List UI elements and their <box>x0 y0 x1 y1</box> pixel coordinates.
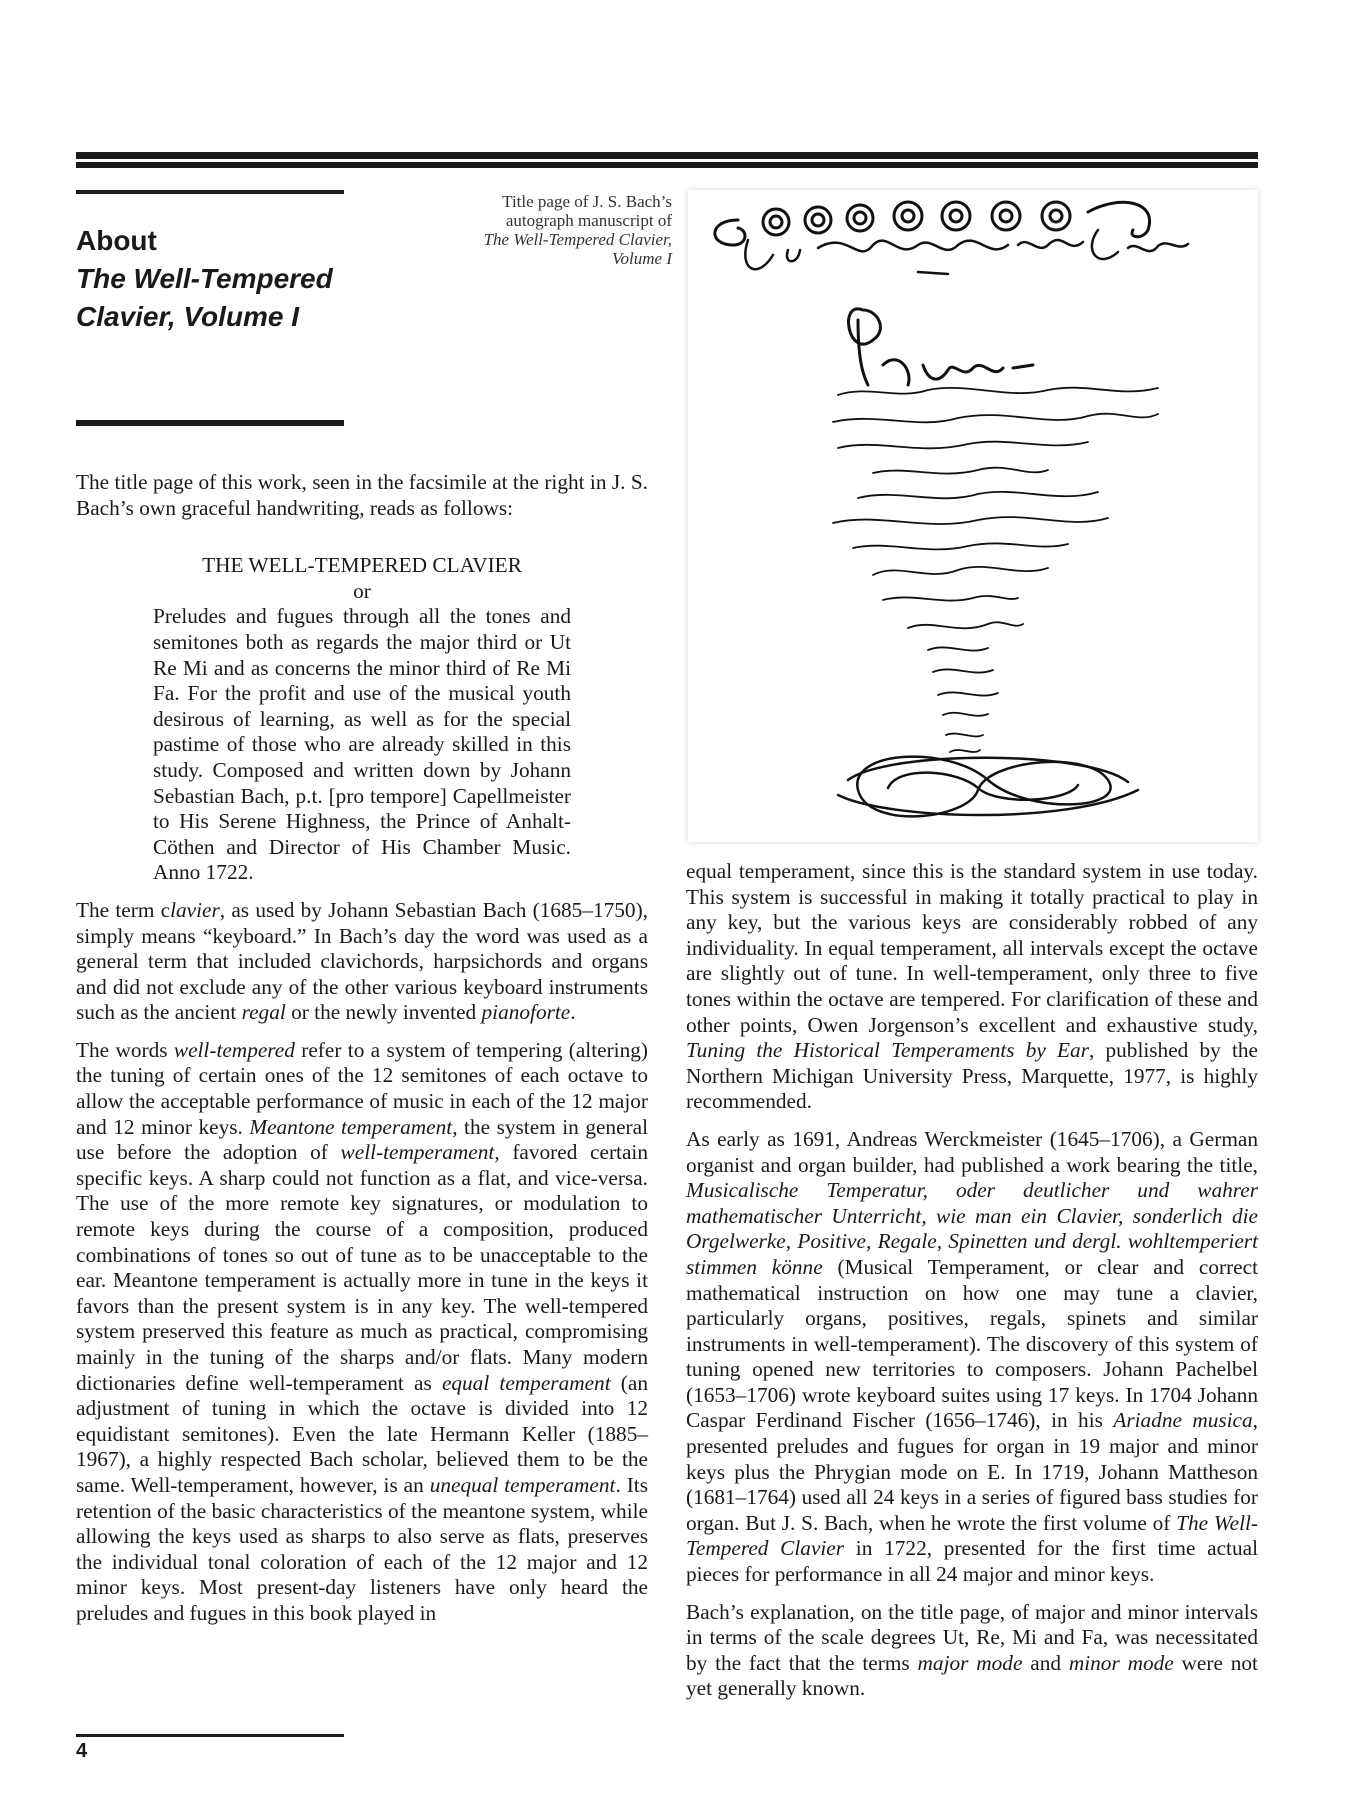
top-double-rule <box>76 152 1258 168</box>
work-title: THE WELL-TEMPERED CLAVIER <box>202 553 522 578</box>
right-column <box>686 859 1258 1714</box>
manuscript-drawing <box>688 190 1258 842</box>
top-rule-thin <box>76 162 1258 168</box>
manuscript-facsimile <box>688 190 1258 842</box>
page-number: 4 <box>76 1740 88 1762</box>
section-heading <box>76 222 406 336</box>
caption-line-2: autograph manuscript of <box>505 211 672 230</box>
caption-line-3: The Well-Tempered Clavier, <box>483 230 672 249</box>
heading-line-3: Clavier, Volume I <box>76 301 300 332</box>
caption-line-4: Volume I <box>612 249 672 268</box>
title-page-translation: Preludes and fugues through all the tones and semitones both as regards the major third or Ut Re Mi and as concerns the minor third of Re Mi Fa. For the profit and use of the musical youth desirous of learning, as well as for the special pastime of those who are already skilled in this study. Composed and written down by Johann Sebastian Bach, p.t. [pro tempore] Capellmeister to His Serene Highness, the Prince of Anhalt-Cöthen and Director of His Chamber Music. Anno 1722. <box>153 604 571 885</box>
script-body-lines <box>833 388 1158 752</box>
facsimile-caption <box>430 192 672 268</box>
equal-temperament-paragraph: equal temperament, since this is the standard system in use today. This system is successful in making it totally practical to play in any key, but the various keys are considerably robbed of any individuality. In equal temperament, all intervals except the octave are slightly out of tune. In well-temperament, only three to five tones within the octave are tempered. For clarification of these and other points, Owen Jorgenson’s excellent and exhaustive study, Tuning the Historical Temperaments by Ear, published by the Northern Michigan University Press, Marquette, 1977, is highly recommended. <box>686 859 1258 1114</box>
script-praeludia <box>849 309 1033 385</box>
script-title-line <box>745 230 1188 274</box>
top-flourishes <box>715 202 1150 245</box>
explanation-paragraph: Bach’s explanation, on the title page, of major and minor intervals in terms of the scale degrees Ut, Re, Mi and Fa, was necessitated by the fact that the terms major mode and minor mode were not yet generally known. <box>686 1599 1258 1701</box>
clavier-paragraph: The term clavier, as used by Johann Sebastian Bach (1685–1750), simply means “keyboard.” In Bach’s day the word was used as a general term that included clavichords, harpsichords and organs and did not exclude any of the other various keyboard instruments such as the ancient regal or the newly invented pianoforte. <box>76 897 648 1025</box>
well-tempered-paragraph: The words well-tempered refer to a system of tempering (altering) the tuning of certain ones of the 12 semitones of each octave to allow the acceptable performance of music in each of the 12 major and 12 minor keys. Meantone temperament, the system in general use before the adoption of well-temperament, favored certain specific keys. A sharp could not function as a flat, and vice-versa. The use of the more remote key signatures, or modulation to remote keys during the course of a composition, produced combinations of tones so out of tune as to be unacceptable to the ear. Meantone temperament is actually more in tune in the keys it favors than the present system is in any key. The well-tempered system preserved this feature as much as practical, compromising mainly in the tuning of the sharps and/or flats. Many modern dictionaries define well-temperament as equal temperament (an adjustment of tuning in which the octave is divided into 12 equidistant semitones). Even the late Hermann Keller (1885–1967), a highly respected Bach scholar, believed them to be the same. Well-temperament, however, is an unequal temperament. Its retention of the basic characteristics of the meantone system, while allowing the keys used as sharps to also serve as flats, preserves the individual tonal coloration of each of the 12 major and 12 minor keys. Most present-day listeners have only heard the preludes and fugues in this book played in <box>76 1037 649 1625</box>
intro-paragraph: The title page of this work, seen in the facsimile at the right in J. S. Bach’s own graceful handwriting, reads as follows: <box>76 470 648 520</box>
heading-rule-top <box>76 190 344 194</box>
heading-line-2: The Well-Tempered <box>76 263 333 294</box>
footer-rule <box>76 1734 344 1737</box>
work-title-or: or <box>353 578 371 603</box>
left-column <box>76 470 648 1639</box>
heading-rule-bottom <box>76 420 344 426</box>
werckmeister-paragraph: As early as 1691, Andreas Werckmeister (1645–1706), a German organist and organ builder, had published a work bearing the title, Musicalische Temperatur, oder deutlicher und wahrer mathematischer Unterricht, wie man ein Clavier, sonderlich die Orgelwerke, Positive, Regale, Spinetten und dergl. wohltemperiert stimmen könne (Musical Temperament, or clear and correct mathematical instruction on how one may tune a clavier, particularly organs, positives, regals, spinets and similar instruments in well-temperament). The discovery of this system of tuning opened new territories to composers. Johann Pachelbel (1653–1706) wrote keyboard suites using 17 keys. In 1704 Johann Caspar Ferdinand Fischer (1656–1746), in his Ariadne musica, presented preludes and fugues for organ in 19 major and minor keys plus the Phrygian mode on E. In 1719, Johann Mattheson (1681–1764) used all 24 keys in a series of figured bass studies for organ. But J. S. Bach, when he wrote the first volume of The Well-Tempered Clavier in 1722, presented for the first time actual pieces for performance in all 24 major and minor keys. <box>686 1126 1258 1587</box>
heading-line-1: About <box>76 225 157 256</box>
top-rule-thick <box>76 152 1258 159</box>
bottom-flourish <box>838 757 1138 817</box>
caption-line-1: Title page of J. S. Bach’s <box>502 192 672 211</box>
